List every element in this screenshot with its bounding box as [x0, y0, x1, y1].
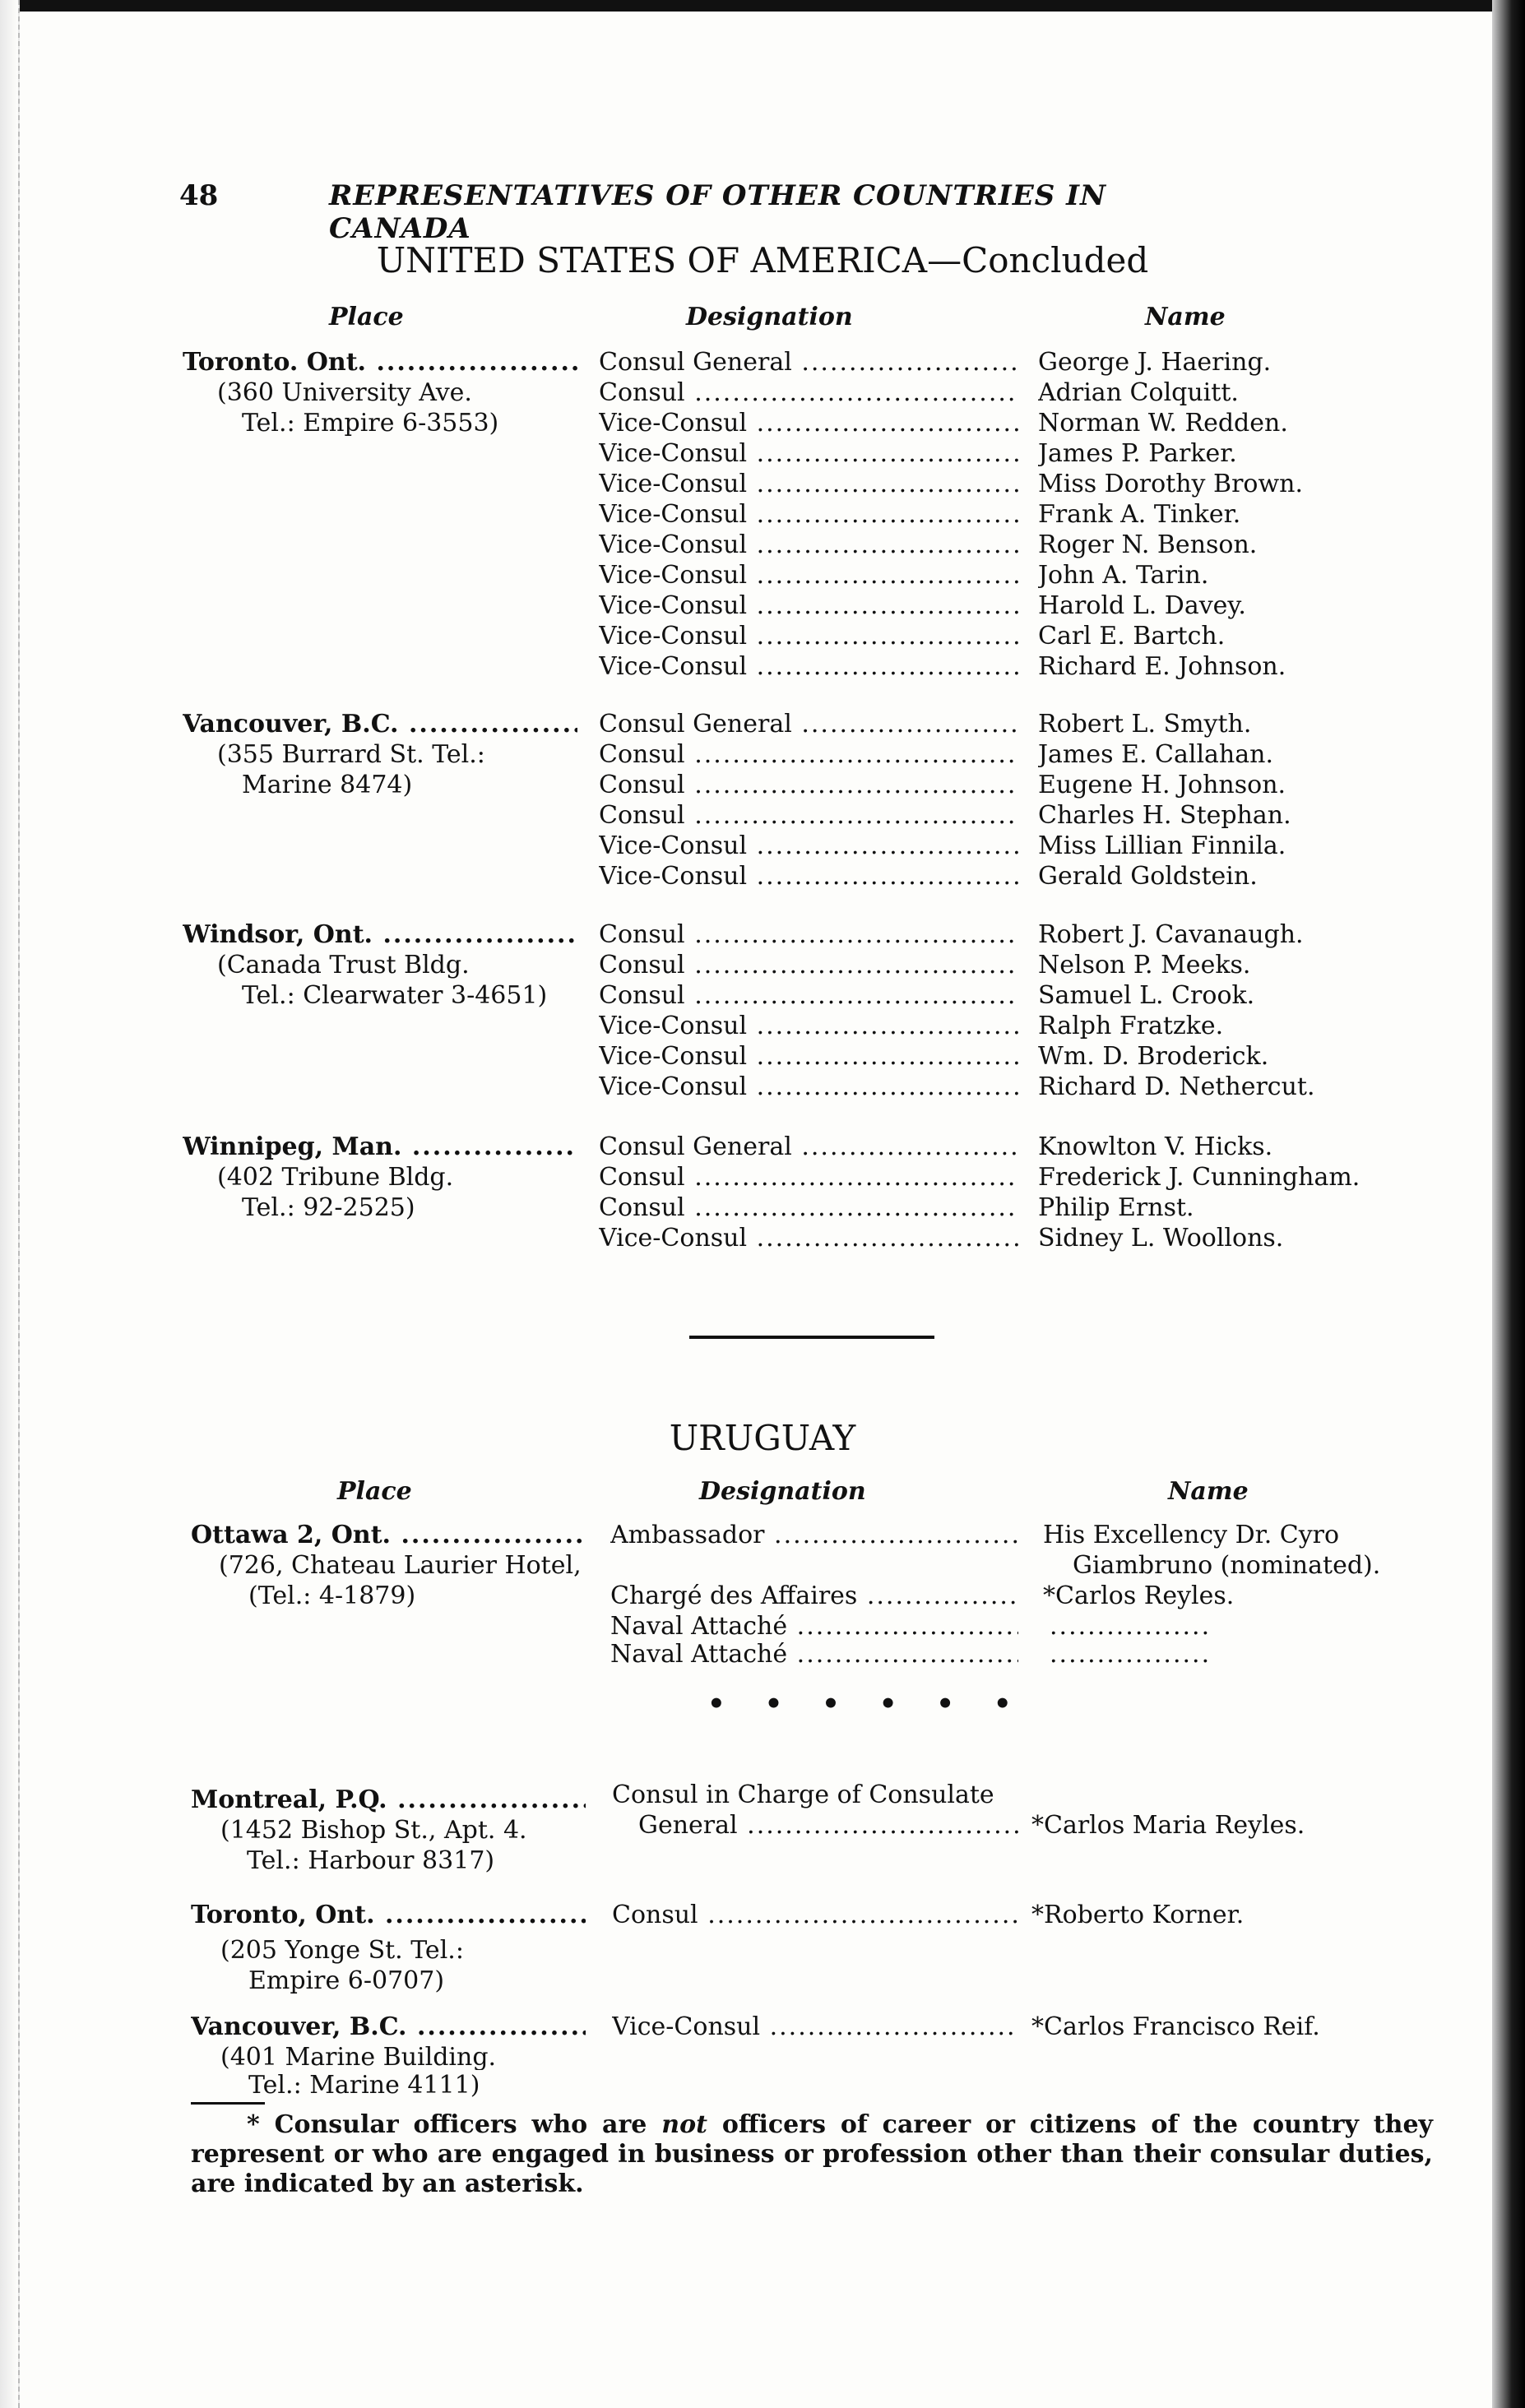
designation: Consul ..... [599, 739, 1018, 770]
place-city: Ottawa 2, Ont. ..... [191, 1520, 586, 1550]
designation: Consul General ..... [599, 347, 1018, 377]
place-cell [191, 1900, 586, 1996]
place-address-line: Tel.: 92-2525) [242, 1193, 415, 1222]
designation: Naval Attaché ..... [610, 1611, 1018, 1639]
officer-name: James E. Callahan. [1038, 740, 1273, 769]
designation: Consul General ..... [599, 1132, 1018, 1162]
designation: Vice-Consul ..... [599, 590, 1018, 621]
officer-name: Frank A. Tinker. [1038, 500, 1241, 529]
designation-continued: General ..... [612, 1810, 1018, 1841]
designation: Consul ..... [599, 770, 1018, 800]
place-address-line: (1452 Bishop St., Apt. 4. [220, 1816, 527, 1845]
designation: Naval Attaché ..... [610, 1639, 1018, 1667]
section-divider [689, 1336, 934, 1339]
officer-name: Roger N. Benson. [1038, 530, 1258, 559]
designation: Vice-Consul ..... [599, 438, 1018, 469]
place-address-line: Tel.: Clearwater 3-4651) [242, 981, 548, 1010]
place-cell [191, 1785, 586, 1876]
designation: Chargé des Affaires ..... [610, 1581, 1018, 1611]
page-number: 48 [179, 179, 219, 212]
designation: Consul ..... [599, 980, 1018, 1011]
scan-edge-left [0, 0, 20, 2408]
designation: Vice-Consul ..... [599, 530, 1018, 560]
designation: Vice-Consul ..... [599, 1011, 1018, 1041]
place-address-line: (Tel.: 4-1879) [248, 1581, 416, 1610]
designation-cell [599, 347, 1018, 682]
designation: Consul in Charge of Consulate [612, 1781, 994, 1809]
designation-cell [599, 1132, 1018, 1253]
col-heading-name: Name [1145, 303, 1226, 331]
name-cell [1031, 1900, 1443, 1930]
designation: Ambassador ..... [610, 1520, 1018, 1550]
designation: Vice-Consul ..... [599, 408, 1018, 438]
place-cell [183, 709, 577, 800]
place-city: Vancouver, B.C. ..... [183, 709, 577, 739]
designation-cell [612, 1780, 1018, 1841]
officer-name: Philip Ernst. [1038, 1193, 1194, 1222]
officer-name: *Roberto Korner. [1031, 1901, 1245, 1929]
scan-edge-right [1492, 0, 1525, 2408]
officer-name: Adrian Colquitt. [1038, 378, 1239, 407]
place-city: Toronto. Ont. ..... [183, 347, 577, 377]
name-cell [1031, 2012, 1443, 2042]
running-title: REPRESENTATIVES OF OTHER COUNTRIES IN CANADA [329, 179, 1107, 245]
designation-cell [612, 2012, 1018, 2042]
designation: Vice-Consul ..... [599, 499, 1018, 530]
designation: Vice-Consul ..... [599, 1223, 1018, 1253]
separator-dots: • • • • • • [707, 1688, 1027, 1720]
designation: Consul ..... [599, 1162, 1018, 1192]
place-cell [183, 919, 577, 1011]
col-heading-place: Place [329, 303, 404, 331]
place-city: Windsor, Ont. ..... [183, 919, 577, 950]
officer-name: Robert J. Cavanaugh. [1038, 920, 1304, 949]
designation-cell [599, 709, 1018, 891]
officer-name: Miss Dorothy Brown. [1038, 470, 1304, 498]
designation-cell [599, 919, 1018, 1102]
designation: Consul ..... [612, 1900, 1018, 1930]
name-cell [1038, 919, 1449, 1102]
officer-name: Richard E. Johnson. [1038, 652, 1286, 681]
col-heading-designation: Designation [699, 1477, 866, 1506]
designation: Consul ..... [599, 950, 1018, 980]
officer-name: Wm. D. Broderick. [1038, 1042, 1269, 1071]
place-address-line: Tel.: Marine 4111) [248, 2071, 480, 2098]
officer-name: Harold L. Davey. [1038, 591, 1246, 620]
officer-name: George J. Haering. [1038, 348, 1272, 377]
designation: Vice-Consul ..... [599, 831, 1018, 861]
officer-name: Frederick J. Cunningham. [1038, 1163, 1360, 1192]
designation-spacer [610, 1550, 1018, 1581]
vacant-name: ................. [1050, 1612, 1212, 1639]
place-cell [183, 1132, 577, 1223]
designation-cell [610, 1520, 1018, 1667]
officer-name: *Carlos Maria Reyles. [1031, 1811, 1305, 1840]
name-cell [1038, 1132, 1449, 1253]
place-cell [183, 347, 577, 438]
designation: Consul General ..... [599, 709, 1018, 739]
officer-name: Norman W. Redden. [1038, 409, 1288, 438]
officer-name: Ralph Fratzke. [1038, 1012, 1224, 1040]
footnote-rule [191, 2102, 265, 2105]
designation: Vice-Consul ..... [599, 1041, 1018, 1072]
officer-name: Eugene H. Johnson. [1038, 771, 1286, 799]
place-address-line: (360 University Ave. [217, 378, 472, 407]
officer-name: Knowlton V. Hicks. [1038, 1132, 1273, 1161]
designation: Vice-Consul ..... [612, 2012, 1018, 2042]
footnote-text-start: * Consular officers who are [247, 2110, 662, 2139]
place-city: Toronto, Ont. ..... [191, 1900, 586, 1930]
place-address-line: (726, Chateau Laurier Hotel, [219, 1551, 582, 1580]
place-cell [191, 1520, 586, 1611]
officer-name: John A. Tarin. [1038, 561, 1209, 590]
place-city: Winnipeg, Man. ..... [183, 1132, 577, 1162]
place-address-line: (402 Tribune Bldg. [217, 1163, 454, 1192]
name-cell [1038, 709, 1449, 891]
vacant-name: ................. [1050, 1640, 1212, 1667]
place-address-line: (Canada Trust Bldg. [217, 951, 470, 979]
officer-name: Miss Lillian Finnila. [1038, 831, 1286, 860]
place-address-line: (355 Burrard St. Tel.: [217, 740, 485, 769]
designation: Consul ..... [599, 919, 1018, 950]
officer-name: *Carlos Francisco Reif. [1031, 2012, 1320, 2041]
designation-cell [612, 1900, 1018, 1930]
place-address-line: Empire 6-0707) [248, 1966, 445, 1995]
col-heading-designation: Designation [686, 303, 853, 331]
officer-name: Carl E. Bartch. [1038, 622, 1226, 651]
officer-name: Samuel L. Crook. [1038, 981, 1255, 1010]
designation: Vice-Consul ..... [599, 861, 1018, 891]
officer-name: His Excellency Dr. Cyro [1043, 1521, 1340, 1549]
officer-name: Richard D. Nethercut. [1038, 1072, 1315, 1101]
officer-name: Nelson P. Meeks. [1038, 951, 1251, 979]
place-city: Montreal, P.Q. ..... [191, 1785, 586, 1815]
footnote-text-end: officers of career or citizens of the country they represent or who are engaged in business or profession other than their consular duties, are indicated by an asterisk. [191, 2110, 1433, 2198]
place-address-line: (401 Marine Building. [220, 2043, 497, 2070]
designation: Consul ..... [599, 800, 1018, 831]
usa-section-title: UNITED STATES OF AMERICA—Concluded [376, 240, 1149, 280]
officer-name: James P. Parker. [1038, 439, 1237, 468]
designation: Vice-Consul ..... [599, 1072, 1018, 1102]
footnote [191, 2110, 1433, 2199]
officer-name: *Carlos Reyles. [1043, 1581, 1235, 1610]
name-cell [1038, 347, 1449, 682]
scan-edge-top [0, 0, 1525, 12]
col-heading-place: Place [337, 1477, 412, 1506]
officer-name: Sidney L. Woollons. [1038, 1224, 1284, 1253]
designation: Vice-Consul ..... [599, 560, 1018, 590]
designation: Vice-Consul ..... [599, 469, 1018, 499]
designation: Vice-Consul ..... [599, 651, 1018, 682]
place-cell [191, 2012, 586, 2098]
designation: Consul ..... [599, 377, 1018, 408]
officer-name: Gerald Goldstein. [1038, 862, 1258, 891]
name-cell [1043, 1520, 1438, 1667]
place-city: Vancouver, B.C. ..... [191, 2012, 586, 2042]
designation: Vice-Consul ..... [599, 621, 1018, 651]
officer-name: Charles H. Stephan. [1038, 801, 1291, 830]
place-address-line: Tel.: Empire 6-3553) [242, 409, 499, 438]
place-address-line: Tel.: Harbour 8317) [247, 1846, 495, 1875]
designation: Consul ..... [599, 1192, 1018, 1223]
col-heading-name: Name [1168, 1477, 1249, 1506]
officer-name: Robert L. Smyth. [1038, 710, 1252, 739]
footnote-emphasis: not [661, 2110, 707, 2139]
name-cell [1031, 1810, 1443, 1841]
uruguay-section-title: URUGUAY [669, 1418, 856, 1458]
officer-name-continued: Giambruno (nominated). [1073, 1551, 1381, 1580]
place-address-line: Marine 8474) [242, 771, 413, 799]
place-address-line: (205 Yonge St. Tel.: [220, 1936, 464, 1965]
